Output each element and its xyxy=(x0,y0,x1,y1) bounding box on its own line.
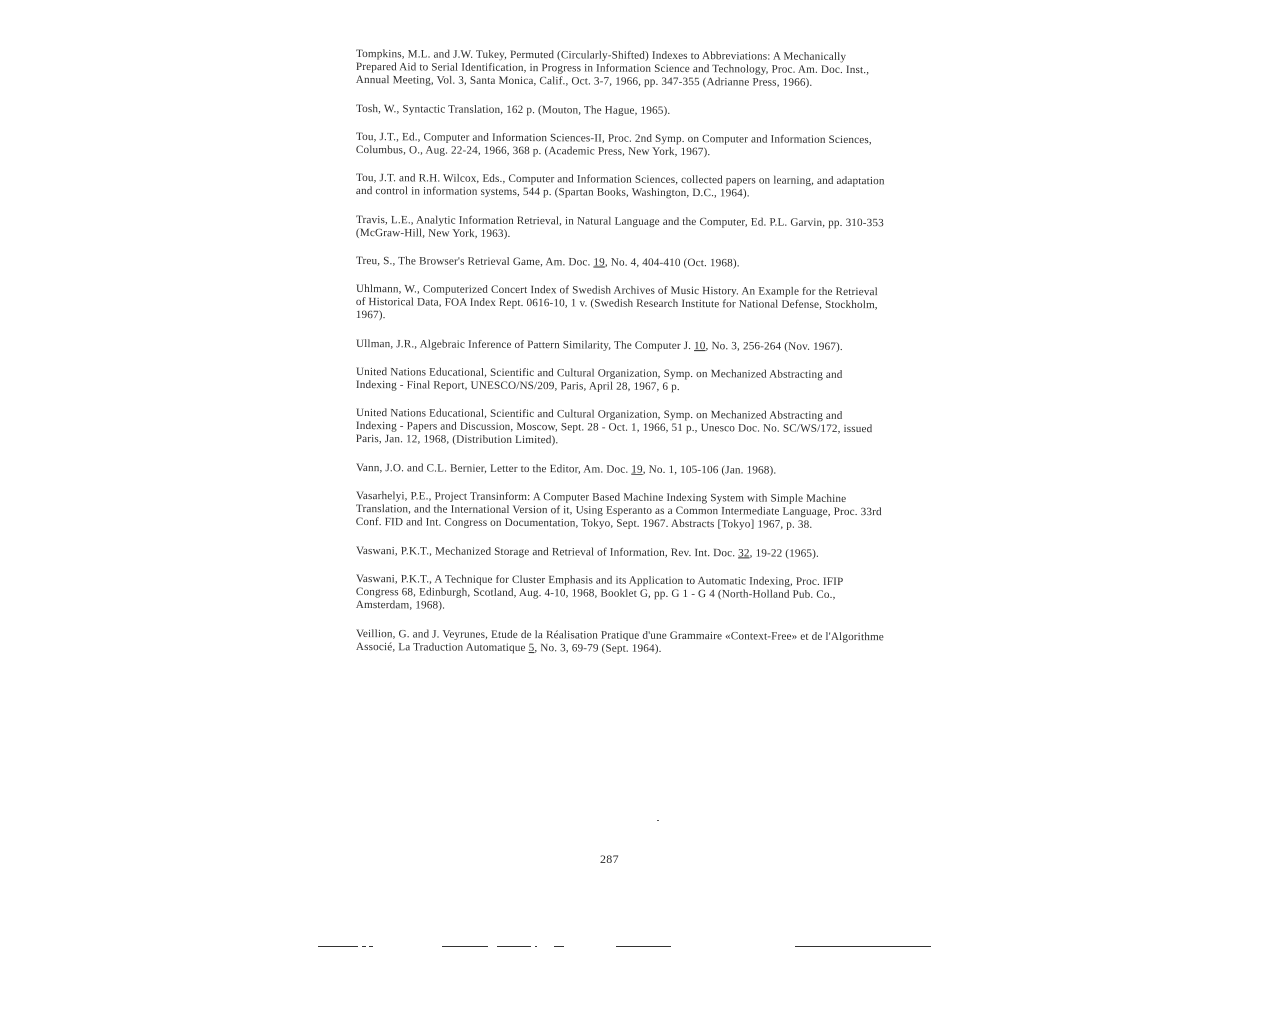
reference-entry xyxy=(356,573,886,616)
volume-number: 19 xyxy=(593,256,605,269)
reference-text: Tou, J.T. and R.H. Wilcox, Eds., Computer and Information Sciences, collected papers on learning, and adaptation and control in information systems, 544 p. (Spartan Books, Washington, D.C., 1964). xyxy=(355,172,885,200)
volume-number: 32 xyxy=(738,547,750,560)
footer-rule xyxy=(369,946,373,947)
reference-text: , No. 3, 69-79 (Sept. 1964). xyxy=(534,641,662,655)
reference-text: United Nations Educational, Scientific and Cultural Organization, Symp. on Mechanized Abstracting and Indexing - Papers and Discussion, Moscow, Sept. 28 - Oct. 1, 1966, 51 p., Unesco Doc. No. SC/WS/172, issued Paris, Jan. 12, 1968, (Distribution Limited). xyxy=(355,407,873,448)
page-number: 287 xyxy=(600,852,619,866)
footer-rule xyxy=(497,946,531,947)
footer-rule xyxy=(442,946,488,947)
reference-entry xyxy=(356,255,886,271)
reference-entry xyxy=(356,283,886,326)
reference-entry xyxy=(356,407,886,450)
reference-text: Travis, L.E., Analytic Information Retrieval, in Natural Language and the Computer, Ed. P.L. Garvin, pp. 310-353 (McGraw-Hill, New York, 1963). xyxy=(355,213,884,240)
reference-text: , No. 4, 404-410 (Oct. 1968). xyxy=(604,256,740,270)
footer-rule xyxy=(362,946,366,947)
reference-text: , 19-22 (1965). xyxy=(749,547,820,560)
reference-text: Vaswani, P.K.T., A Technique for Cluster Emphasis and its Application to Automatic Indexing, Proc. IFIP Congress 68, Edinburgh, Scotland, Aug. 4-10, 1968, Booklet G, pp. G 1 - G 4 (North-Holland Pub. Co., Amsterdam, 1968). xyxy=(355,573,844,613)
reference-entry xyxy=(356,490,886,533)
reference-entry xyxy=(356,338,886,354)
reference-entry xyxy=(356,214,886,244)
reference-list xyxy=(356,48,886,669)
reference-text: Tou, J.T., Ed., Computer and Information Sciences-II, Proc. 2nd Symp. on Computer and Information Sciences, Columbus, O., Aug. 22-24, 1966, 368 p. (Academic Press, New York, 1967). xyxy=(355,130,872,159)
reference-text: , No. 3, 256-264 (Nov. 1967). xyxy=(705,339,843,353)
footer-rule xyxy=(795,946,931,947)
reference-text: Treu, S., The Browser's Retrieval Game, Am. Doc. xyxy=(355,255,594,269)
reference-text: Ullman, J.R., Algebraic Inference of Pattern Similarity, The Computer J. xyxy=(355,337,695,352)
reference-text: Vann, J.O. and C.L. Bernier, Letter to the Editor, Am. Doc. xyxy=(355,462,632,476)
reference-entry xyxy=(356,172,886,202)
volume-number: 5 xyxy=(528,641,535,654)
footer-rule xyxy=(616,946,671,947)
scan-speck xyxy=(657,820,659,821)
reference-text: Veillion, G. and J. Veyrunes, Etude de la Réalisation Pratique d'une Grammaire «Context-Free» et de l'Algorithme Associé, La Traduction Automatique xyxy=(355,627,884,654)
reference-text: Tosh, W., Syntactic Translation, 162 p. (Mouton, The Hague, 1965). xyxy=(355,102,671,117)
reference-text: Uhlmann, W., Computerized Concert Index of Swedish Archives of Music History. An Example for the Retrieval of Historical Data, FOA Index Rept. 0616-10, 1 v. (Swedish Research Institute for National Defense, Stockholm, 1967). xyxy=(355,283,878,322)
reference-entry xyxy=(356,628,886,658)
reference-text: Vaswani, P.K.T., Mechanized Storage and Retrieval of Information, Rev. Int. Doc. xyxy=(355,544,739,560)
reference-entry xyxy=(356,131,886,161)
reference-text: Vasarhelyi, P.E., Project Transinform: A Computer Based Machine Indexing System with Simple Machine Translation, and the International Version of it, Using Esperanto as a Common Intermediate Language, Proc. 33rd Conf. FID and Int. Congress on Documentation, Tokyo, Sept. 1967. Abstracts [Tokyo] 1967, p. 38. xyxy=(355,490,882,532)
reference-entry xyxy=(356,366,886,396)
footer-rule xyxy=(554,946,564,947)
footer-rule xyxy=(318,946,358,947)
reference-text: , No. 1, 105-106 (Jan. 1968). xyxy=(642,463,777,477)
volume-number: 19 xyxy=(631,463,643,476)
reference-entry xyxy=(356,545,886,561)
footer-rule xyxy=(535,946,537,947)
volume-number: 10 xyxy=(694,339,706,352)
reference-entry xyxy=(356,462,886,478)
reference-entry xyxy=(356,48,886,91)
reference-entry xyxy=(356,103,886,119)
reference-text: United Nations Educational, Scientific and Cultural Organization, Symp. on Mechanized Abstracting and Indexing - Final Report, UNESCO/NS/209, Paris, April 28, 1967, 6 p. xyxy=(355,366,843,394)
reference-text: Tompkins, M.L. and J.W. Tukey, Permuted (Circularly-Shifted) Indexes to Abbreviations: A Mechanically Prepared Aid to Serial Identification, in Progress in Information Science and Technology, Proc. Am. Doc. Inst., Annual Meeting, Vol. 3, Santa Monica, Calif., Oct. 3-7, 1966, pp. 347-355 (Adrianne Press, 1966). xyxy=(355,48,870,90)
